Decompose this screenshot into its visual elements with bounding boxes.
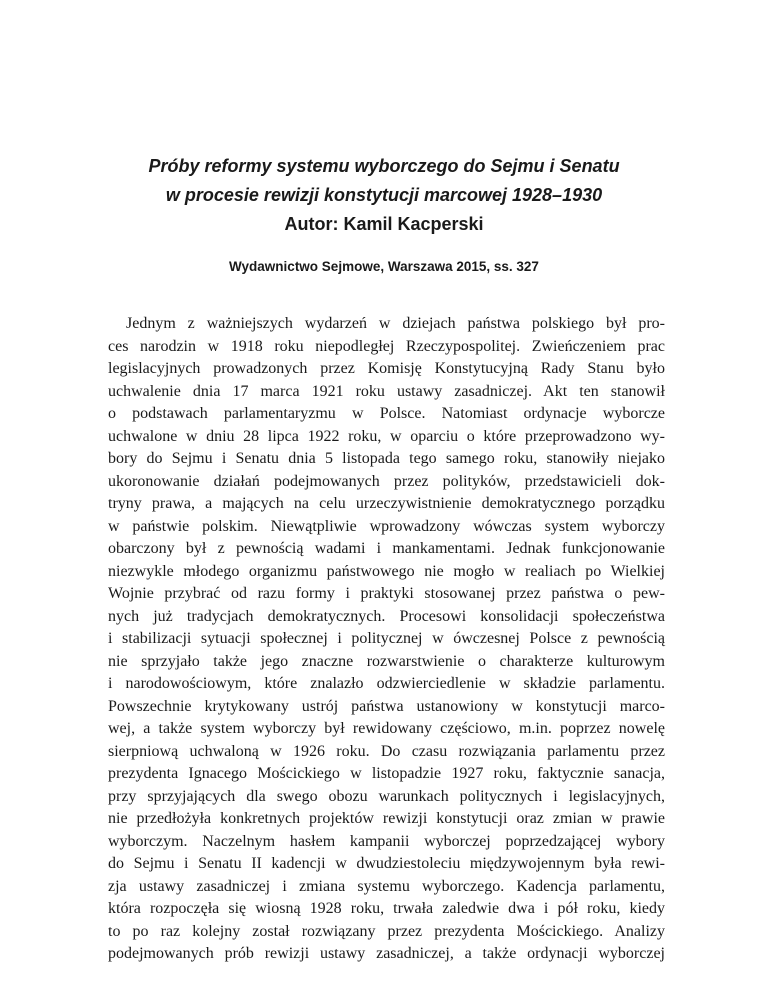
paragraph-line: nych już tradycjach demokratycznych. Procesowi konsolidacji społeczeństwa [108,607,665,625]
paragraph-line: uchwalone w dniu 28 lipca 1922 roku, w oparciu o które przeprowadzono wy- [108,427,665,445]
paragraph-line: w państwie polskim. Niewątpliwie wprowadzony wówczas system wyborczy [108,517,665,535]
paragraph-line: bory do Sejmu i Senatu dnia 5 listopada tego samego roku, stanowiły niejako [108,450,665,467]
book-title-line-1: Próby reformy systemu wyborczego do Sejmu i Senatu [148,156,620,176]
paragraph-line: legislacyjnych prowadzonych przez Komisję Konstytucyjną Rady Stanu było [108,360,665,377]
body-text [108,313,665,966]
paragraph-line: do Sejmu i Senatu II kadencji w dwudziestoleciu międzywojennym była rewi- [108,855,665,872]
paragraph-line: wej, a także system wyborczy był rewidowany częściowo, m.in. poprzez nowelę [108,720,665,737]
paragraph-line: o podstawach parlamentaryzmu w Polsce. Natomiast ordynacje wyborcze [108,405,665,422]
paragraph-line: obarczony był z pewnością wadami i mankamentami. Jednak funkcjonowanie [108,540,665,557]
paragraph-line: Jednym z ważniejszych wydarzeń w dziejach państwa polskiego był pro- [126,315,665,332]
review-header [0,152,768,277]
paragraph-line: która rozpoczęła się wiosną 1928 roku, trwała zaledwie dwa i pół roku, kiedy [108,900,665,917]
publication-info: Wydawnictwo Sejmowe, Warszawa 2015, ss. 327 [229,259,539,274]
paragraph-line: to po raz kolejny został rozwiązany przez prezydenta Mościckiego. Analizy [108,922,665,940]
paragraph-line: zja ustawy zasadniczej i zmiana systemu wyborczego. Kadencja parlamentu, [108,877,665,895]
paragraph-line: wyborczym. Naczelnym hasłem kampanii wyborczej poprzedzającej wybory [108,832,665,850]
paragraph-line: niezwykle młodego organizmu państwowego nie mogło w realiach po Wielkiej [108,562,665,580]
paragraph-line: i stabilizacji sytuacji społecznej i politycznej w ówczesnej Polsce z pewnością [108,630,665,647]
paragraph-line: podejmowanych prób rewizji ustawy zasadniczej, a także ordynacji wyborczej [108,945,665,962]
paragraph-line: ukoronowanie działań podejmowanych przez polityków, przedstawicieli dok- [108,472,665,490]
paragraph-line: nie sprzyjało także jego znaczne rozwarstwienie o charakterze kulturowym [108,652,665,670]
paragraph-line: ces narodzin w 1918 roku niepodległej Rzeczypospolitej. Zwieńczeniem prac [108,337,665,355]
book-author: Autor: Kamil Kacperski [284,214,484,234]
paragraph-line: tryny prawa, a mających na celu urzeczywistnienie demokratycznego porządku [108,495,665,512]
paragraph-line: prezydenta Ignacego Mościckiego w listopadzie 1927 roku, faktycznie sanacja, [108,765,665,782]
paragraph-line: uchwalenie dnia 17 marca 1921 roku ustawy zasadniczej. Akt ten stanowił [108,382,665,400]
paragraph-line: i narodowościowym, które znalazło odzwierciedlenie w składzie parlamentu. [108,675,665,692]
book-title-line-2: w procesie rewizji konstytucji marcowej 1928–1930 [165,185,603,205]
paragraph-line: Powszechnie krytykowany ustrój państwa ustanowiony w konstytucji marco- [108,697,665,715]
paragraph-line: sierpniową uchwaloną w 1926 roku. Do czasu rozwiązania parlamentu przez [108,742,665,760]
paragraph-line: Wojnie przybrać od razu formy i praktyki stosowanej przez państwa o pew- [108,585,665,602]
paragraph-line: nie przedłożyła konkretnych projektów rewizji konstytucji oraz zmian w prawie [108,810,665,827]
paragraph-line: przy sprzyjających dla swego obozu warunkach politycznych i legislacyjnych, [108,787,665,805]
